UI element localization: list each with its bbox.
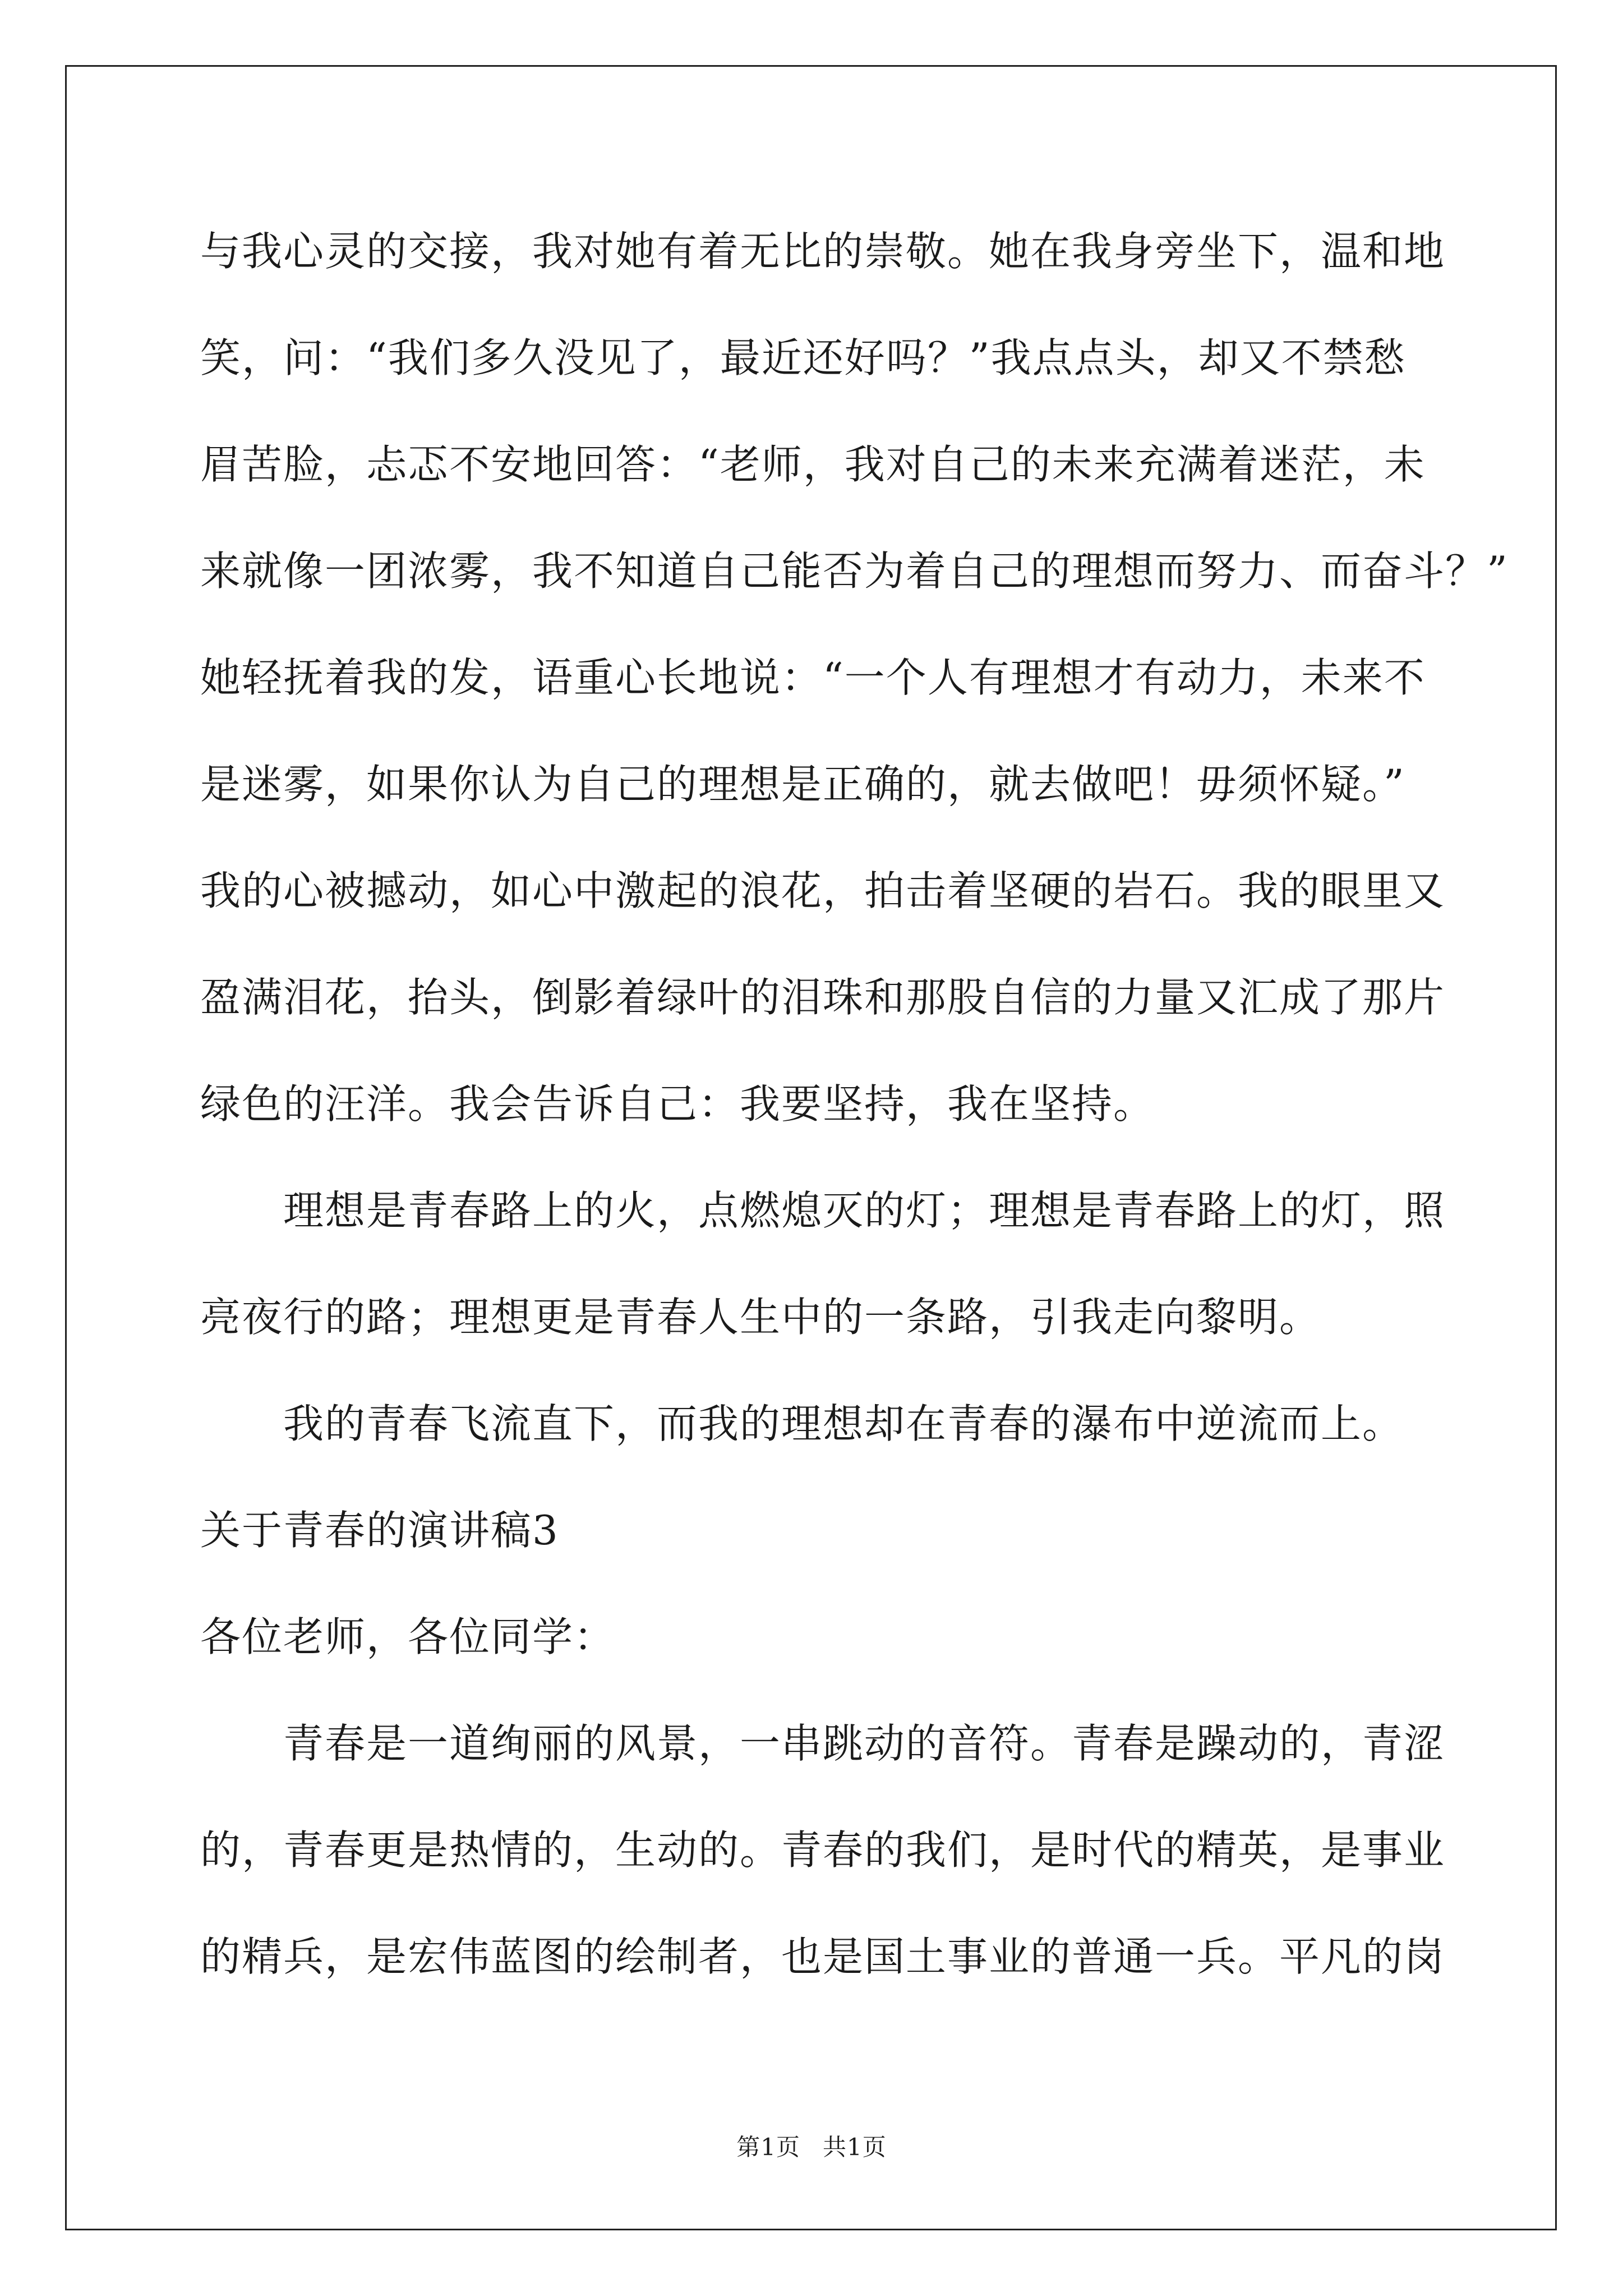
paragraph-start-line: 我的青春飞流直下，而我的理想却在青春的瀑布中逆流而上。 (283, 1400, 1404, 1447)
paragraph-start-line: 理想是青春路上的火，点燃熄灭的灯；理想是青春路上的灯，照 (283, 1187, 1446, 1234)
page-number: 第1页 (736, 2133, 800, 2161)
text-line: 是迷雾，如果你认为自己的理想是正确的，就去做吧！毋须怀疑。” (200, 761, 1405, 808)
text-line: 的精兵，是宏伟蓝图的绘制者，也是国土事业的普通一兵。平凡的岗 (200, 1933, 1446, 1980)
text-line: 绿色的汪洋。我会告诉自己：我要坚持，我在坚持。 (200, 1080, 1155, 1128)
text-line: 与我心灵的交接，我对她有着无比的崇敬。她在我身旁坐下，温和地 (200, 228, 1446, 275)
text-line: 来就像一团浓雾，我不知道自己能否为着自己的理想而努力、而奋斗？” (200, 547, 1509, 595)
text-line: 盈满泪花，抬头，倒影着绿叶的泪珠和那股自信的力量又汇成了那片 (200, 974, 1446, 1021)
text-line: 眉苦脸，忐忑不安地回答：“老师，我对自己的未来充满着迷茫，未 (200, 441, 1426, 488)
section-heading: 关于青春的演讲稿3 (200, 1507, 559, 1554)
page-total: 共1页 (823, 2133, 887, 2161)
text-line: 笑，问：“我们多久没见了，最近还好吗？”我点点头，却又不禁愁 (200, 334, 1406, 381)
text-line: 我的心被撼动，如心中激起的浪花，拍击着坚硬的岩石。我的眼里又 (200, 867, 1446, 914)
salutation: 各位老师，各位同学： (200, 1613, 616, 1660)
paragraph-start-line: 青春是一道绚丽的风景，一串跳动的音符。青春是躁动的，青涩 (283, 1720, 1446, 1767)
page-footer (0, 2129, 1623, 2162)
text-line: 亮夜行的路；理想更是青春人生中的一条路，引我走向黎明。 (200, 1294, 1321, 1341)
text-line: 她轻抚着我的发，语重心长地说：“一个人有理想才有动力，未来不 (200, 654, 1426, 701)
document-body (200, 218, 1509, 2030)
text-line: 的，青春更是热情的，生动的。青春的我们，是时代的精英，是事业 (200, 1826, 1446, 1874)
